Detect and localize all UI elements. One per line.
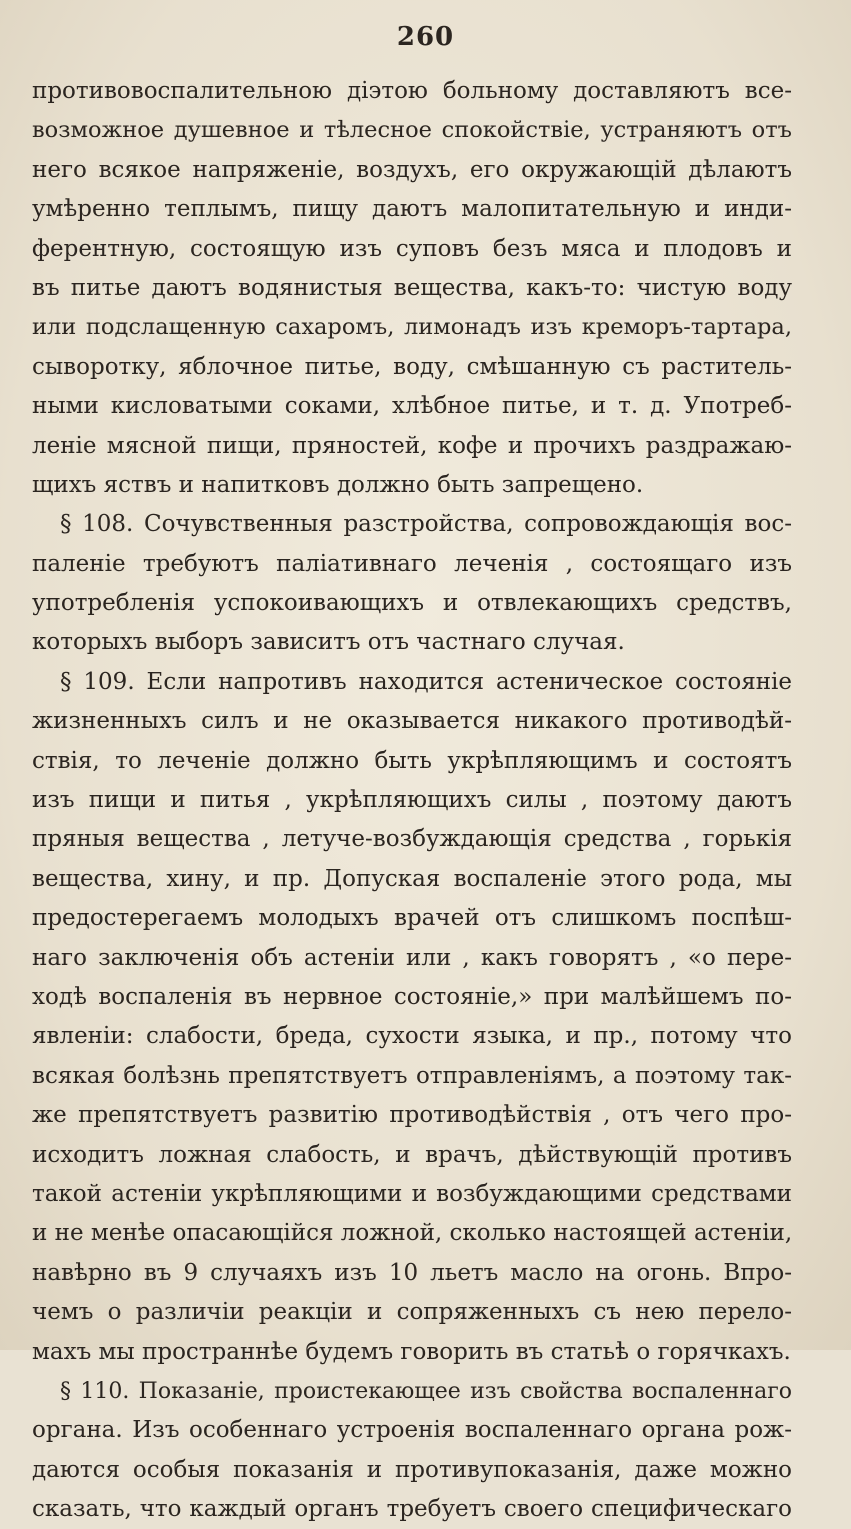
text-line: и не менѣе опасающійся ложной, сколько настоящей астеніи, (32, 1220, 793, 1247)
text-line: ферентную, состоящую изъ суповъ безъ мяса и плодовъ и (32, 235, 792, 262)
text-line: него всякое напряженіе, воздухъ, его окружающій дѣлаютъ (32, 156, 792, 183)
text-line: такой астеніи укрѣпляющими и возбуждающими средствами (32, 1180, 792, 1207)
text-line: вещества, хину, и пр. Допуская воспаленіе этого рода, мы (32, 865, 792, 892)
text-line: ствія, то леченіе должно быть укрѣпляющимъ и состоятъ (32, 747, 792, 774)
text-line: § 109. Если напротивъ находится астеническое состояніе (60, 668, 792, 695)
text-line: предостерегаемъ молодыхъ врачей отъ слишкомъ поспѣш- (32, 905, 792, 932)
text-line: наго заключенія объ астеніи или , какъ говорятъ , «о пере- (32, 944, 792, 971)
text-line: леніе мясной пищи, пряностей, кофе и прочихъ раздражаю- (32, 432, 792, 459)
text-line: употребленія успокоивающихъ и отвлекающихъ средствъ, (32, 590, 792, 617)
text-line: ными кисловатыми соками, хлѣбное питье, и т. д. Употреб- (32, 393, 792, 420)
text-line: всякая болѣзнь препятствуетъ отправленіямъ, а поэтому так- (32, 1062, 792, 1089)
text-line: изъ пищи и питья , укрѣпляющихъ силы , поэтому даютъ (32, 787, 792, 814)
text-line: щихъ яствъ и напитковъ должно быть запрещено. (32, 471, 644, 498)
text-line: ходѣ воспаленія въ нервное состояніе,» при малѣйшемъ по- (32, 983, 792, 1010)
text-line: чемъ о различіи реакціи и сопряженныхъ съ нею перело- (32, 1299, 792, 1326)
text-line: же препятствуетъ развитію противодѣйствія , отъ чего про- (32, 1102, 792, 1129)
text-line: умѣренно теплымъ, пищу даютъ малопитательную и инди- (32, 196, 792, 223)
text-line: § 110. Показаніе, проистекающее изъ свойства воспаленнаго (60, 1378, 792, 1404)
text-line: даются особыя показанія и противупоказанія, даже можно (32, 1456, 792, 1483)
text-line: противовоспалительною діэтою больному доставляютъ все- (32, 78, 792, 104)
text-line: сказать, что каждый органъ требуетъ своего специфическаго (32, 1496, 792, 1523)
text-line: которыхъ выборъ зависитъ отъ частнаго случая. (32, 629, 625, 656)
text-line: § 108. Сочувственныя разстройства, сопровождающія вос- (60, 511, 792, 538)
text-line: пряныя вещества , летуче-возбуждающія средства , горькія (32, 826, 792, 853)
page-number: 260 (396, 22, 455, 52)
text-line: возможное душевное и тѣлесное спокойствіе, устраняютъ отъ (32, 117, 792, 144)
text-line: или подслащенную сахаромъ, лимонадъ изъ креморъ-тартара, (32, 314, 792, 341)
text-line: въ питье даютъ водянистыя вещества, какъ-то: чистую воду (32, 274, 792, 301)
text-line: жизненныхъ силъ и не оказывается никакого противодѣй- (32, 708, 792, 735)
body-text (32, 72, 792, 1529)
text-line: навѣрно въ 9 случаяхъ изъ 10 льетъ масло на огонь. Впро- (32, 1259, 792, 1286)
text-line: исходитъ ложная слабость, и врачъ, дѣйствующій противъ (32, 1141, 792, 1168)
text-line: сыворотку, яблочное питье, воду, смѣшанную съ раститель- (32, 353, 792, 380)
text-line: явленіи: слабости, бреда, сухости языка, и пр., потому что (32, 1023, 792, 1050)
text-line: паленіе требуютъ паліативнаго леченія , состоящаго изъ (32, 550, 792, 577)
text-line: махъ мы пространнѣе будемъ говорить въ статьѣ о горячкахъ. (32, 1338, 791, 1365)
text-line: органа. Изъ особеннаго устроенія воспаленнаго органа рож- (32, 1417, 792, 1444)
